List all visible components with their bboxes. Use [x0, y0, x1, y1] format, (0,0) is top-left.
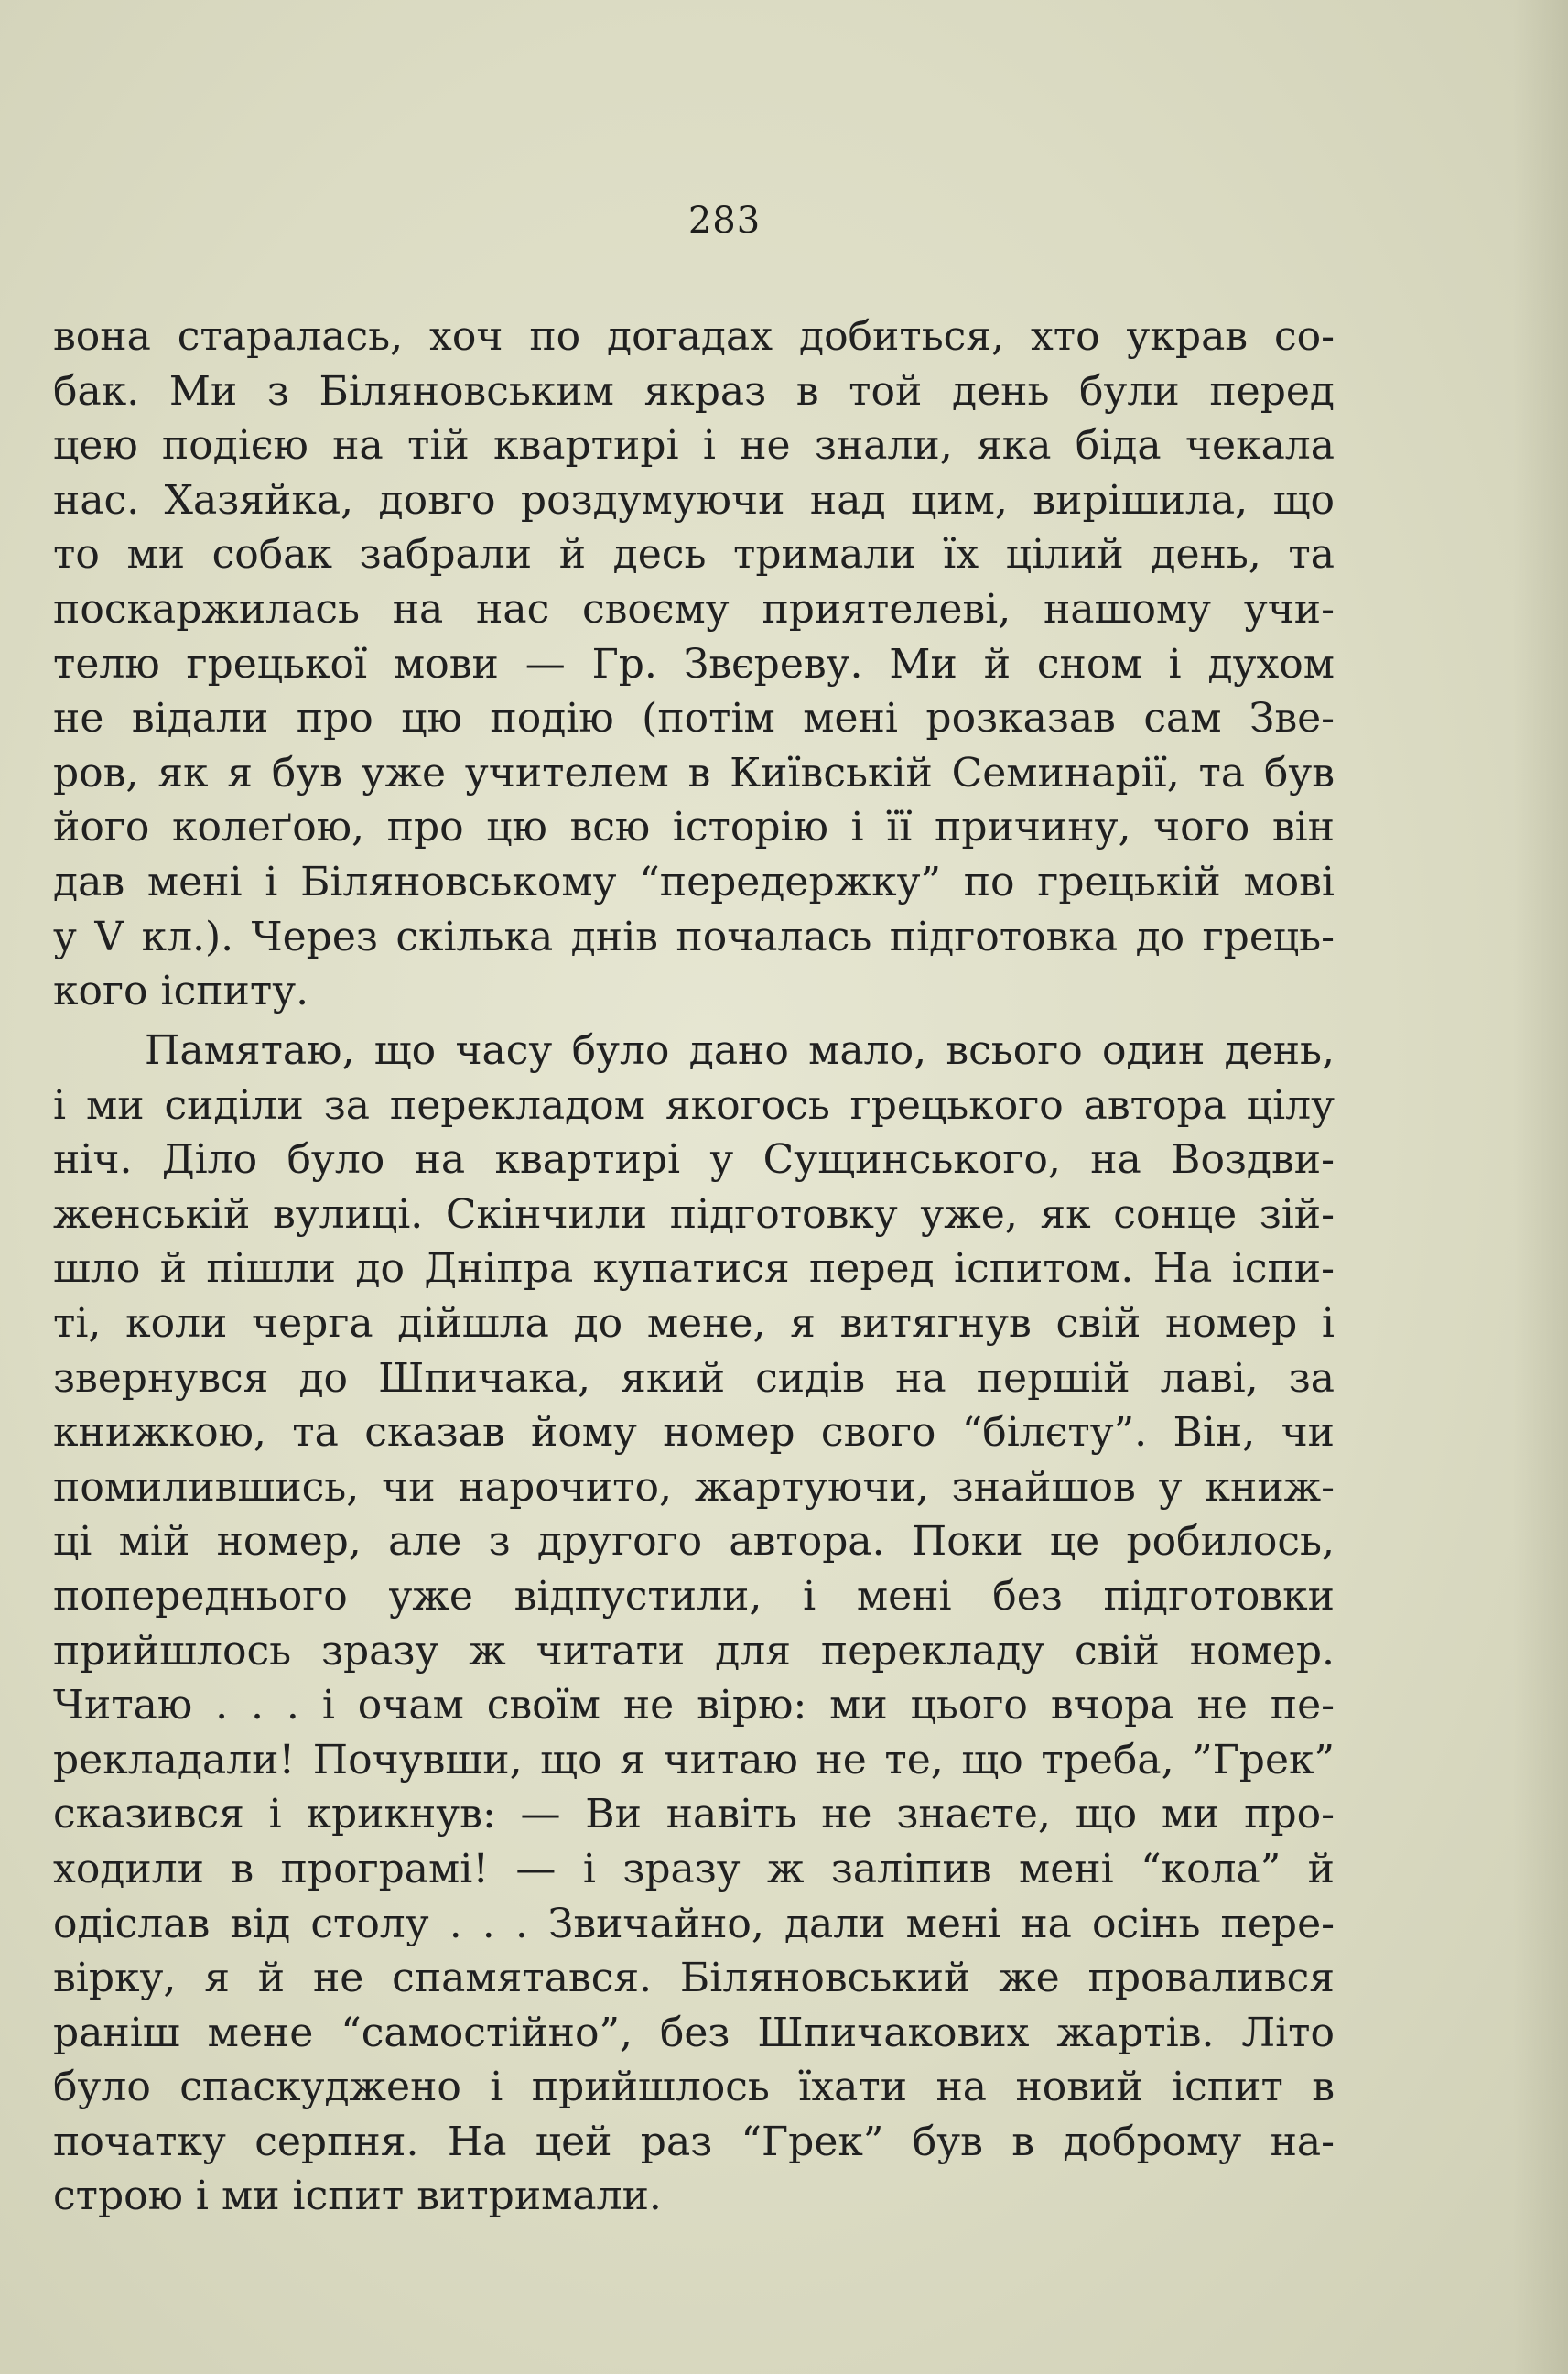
text-line: шло й пішли до Дніпра купатися перед іспитом. На іспи- [53, 1245, 1335, 1293]
text-line: бак. Ми з Біляновським якраз в той день були перед [53, 367, 1335, 415]
text-line: початку серпня. На цей раз “Грек” був в доброму на- [53, 2118, 1335, 2165]
text-line: ці мій номер, але з другого автора. Поки це робилось, [53, 1518, 1335, 1566]
text-line: женській вулиці. Скінчили підготовку уже, як сонце зій- [53, 1190, 1335, 1238]
text-line: вона старалась, хоч по догадах добиться, хто украв со- [53, 313, 1335, 360]
text-line: нас. Хазяйка, довго роздумуючи над цим, вирішила, що [53, 476, 1335, 524]
text-line: у V кл.). Через скілька днів почалась підготовка до грець- [53, 913, 1335, 960]
text-line: ров, як я був уже учителем в Київській Семинарії, та був [53, 749, 1335, 797]
text-line: звернувся до Шпичака, який сидів на першій лаві, за [53, 1354, 1335, 1402]
text-line: Читаю . . . і очам своїм не вірю: ми цього вчора не пе- [53, 1682, 1335, 1729]
text-line: помилившись, чи нарочито, жартуючи, знайшов у книж- [53, 1463, 1335, 1511]
text-line: попереднього уже відпустили, і мені без підготовки [53, 1572, 1335, 1620]
text-line: поскаржилась на нас своєму приятелеві, нашому учи- [53, 585, 1335, 633]
text-line: раніш мене “самостійно”, без Шпичакових жартів. Літо [53, 2009, 1335, 2056]
text-line: Памятаю, що часу було дано мало, всього один день, [145, 1027, 1335, 1074]
text-line: було спаскуджено і прийшлось їхати на новий іспит в [53, 2064, 1335, 2111]
text-line: ті, коли черга дійшла до мене, я витягнув свій номер і [53, 1299, 1335, 1347]
text-line: дав мені і Біляновському “передержку” по грецькій мові [53, 858, 1335, 905]
text-line: телю грецької мови — Гр. Звєреву. Ми й сном і духом [53, 640, 1335, 688]
text-line: рекладали! Почувши, що я читаю не те, що треба, ”Грек” [53, 1736, 1335, 1783]
text-line: не відали про цю подію (потім мені розказав сам Зве- [53, 695, 1335, 743]
text-line: ходили в програмі! — і зразу ж заліпив мені “кола” й [53, 1845, 1335, 1892]
text-line: то ми собак забрали й десь тримали їх цілий день, та [53, 531, 1335, 579]
text-line: строю і ми іспит витримали. [53, 2173, 662, 2220]
text-line: сказився і крикнув: — Ви навіть не знаєте, що ми про- [53, 1791, 1335, 1838]
text-line: і ми сиділи за перекладом якогось грецького автора цілу [53, 1081, 1335, 1129]
page-edge-shadow [1513, 0, 1568, 2374]
text-line: кого іспиту. [53, 968, 309, 1015]
text-line: книжкою, та сказав йому номер свого “білєту”. Він, чи [53, 1409, 1335, 1457]
paragraph-1 [53, 309, 1335, 1019]
page-number: 283 [687, 200, 762, 242]
text-line: цею подією на тій квартирі і не знали, яка біда чекала [53, 422, 1335, 470]
text-line: ніч. Діло було на квартирі у Сущинського, на Воздви- [53, 1136, 1335, 1184]
text-line: прийшлось зразу ж читати для перекладу свій номер. [53, 1627, 1335, 1675]
text-line: одіслав від столу . . . Звичайно, дали мені на осінь пере- [53, 1900, 1335, 1947]
text-line: вірку, я й не спамятався. Біляновський же провалився [53, 1955, 1335, 2002]
text-line: його колеґою, про цю всю історію і її причину, чого він [53, 804, 1335, 851]
paragraph-2 [53, 1024, 1335, 2224]
